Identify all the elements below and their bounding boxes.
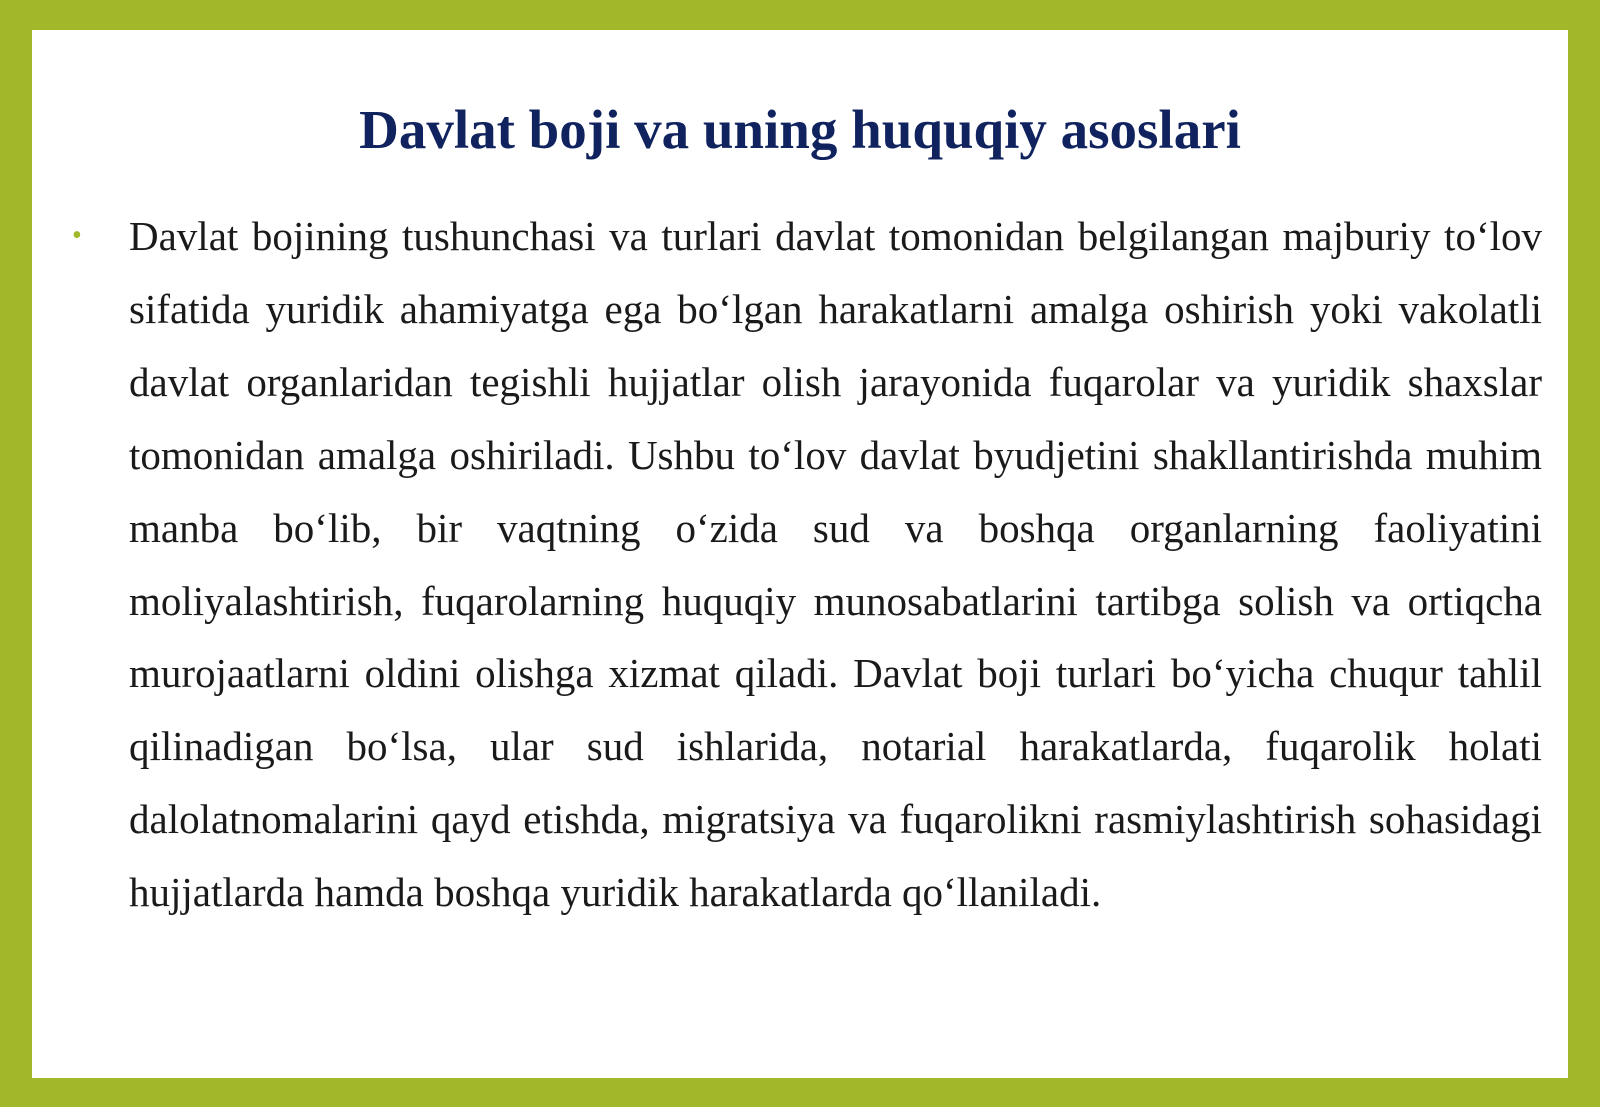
slide bbox=[32, 30, 1568, 1078]
bullet-icon: • bbox=[72, 220, 82, 251]
bullet-item bbox=[72, 200, 1542, 929]
slide-title: Davlat boji va uning huquqiy asoslari bbox=[359, 99, 1241, 160]
bullet-text: Davlat bojining tushunchasi va turlari davlat tomonidan belgilangan majburiy to‘lov sifatida yuridik ahamiyatga ega bo‘lgan harakatlarni amalga oshirish yoki vakolatli davlat organlaridan tegishli hujjatlar olish jarayonida fuqarolar va yuridik shaxslar tomonidan amalga oshiriladi. Ushbu to‘lov davlat byudjetini shakllantirishda muhim manba bo‘lib, bir vaqtning o‘zida sud va boshqa organlarning faoliyatini moliyalashtirish, fuqarolarning huquqiy munosabatlarini tartibga solish va ortiqcha murojaatlarni oldini olishga xizmat qiladi. Davlat boji turlari bo‘yicha chuqur tahlil qilinadigan bo‘lsa, ular sud ishlarida, notarial harakatlarda, fuqarolik holati dalolatnomalarini qayd etishda, migratsiya va fuqarolikni rasmiylashtirish sohasidagi hujjatlarda hamda boshqa yuridik harakatlarda qo‘llaniladi. bbox=[129, 213, 1542, 916]
